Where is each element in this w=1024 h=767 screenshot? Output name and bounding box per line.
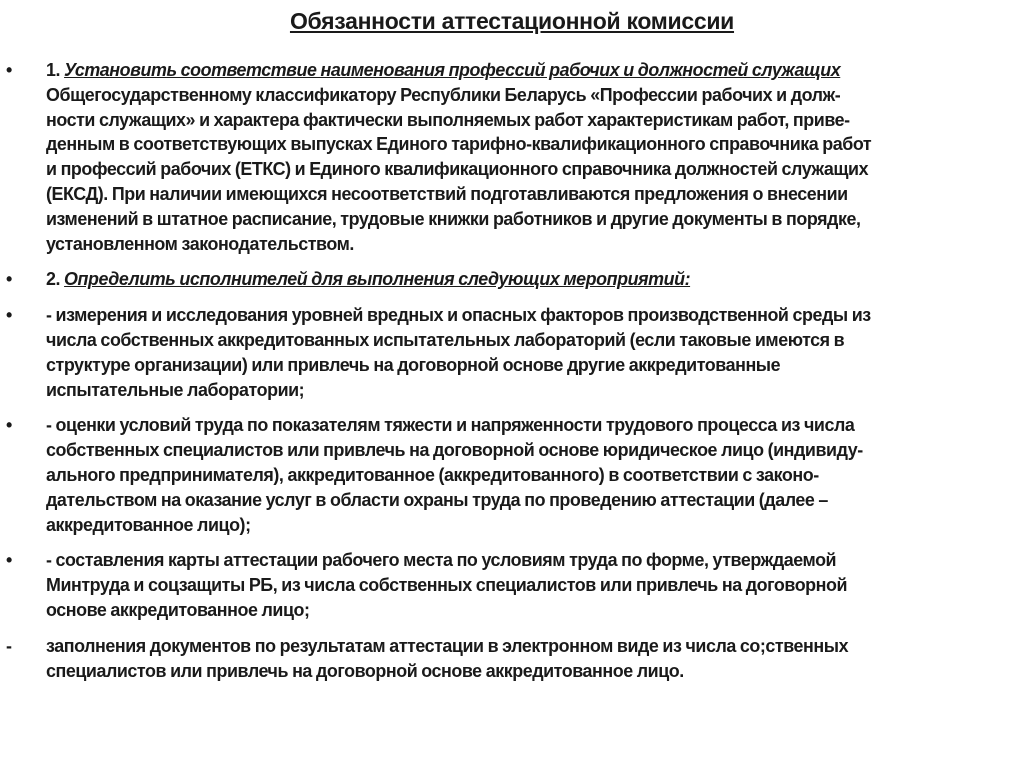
text-line: ального предпринимателя), аккредитованное (аккредитованного) в соответствии с законо- (46, 464, 819, 485)
item-heading: Установить соответствие наименования профессий рабочих и должностей служащих (64, 60, 841, 80)
slide-title: Обязанности аттестационной комиссии (289, 8, 735, 34)
text-line: - измерения и исследования уровней вредных и опасных факторов производственной среды из (46, 305, 871, 326)
text-line: испытательные лаборатории; (46, 379, 305, 400)
list-item (0, 303, 1024, 402)
bullet-marker: • (6, 550, 13, 571)
bullet-marker: • (6, 269, 13, 290)
text-line: специалистов или привлечь на договорной основе аккредитованное лицо. (46, 660, 684, 681)
text-line: структуре организации) или привлечь на договорной основе другие аккредитованные (46, 354, 781, 375)
text-line: заполнения документов по результатам аттестации в электронном виде из числа со;ственных (46, 635, 849, 656)
text-line: собственных специалистов или привлечь на договорной основе юридическое лицо (индивиду- (46, 440, 863, 461)
list-item (0, 267, 1024, 292)
text-line: дательством на оказание услуг в области охраны труда по проведению аттестации (далее – (46, 489, 828, 510)
item-heading-line (46, 58, 1018, 83)
bullet-marker: • (6, 415, 13, 436)
text-line: основе аккредитованное лицо; (46, 599, 310, 620)
text-line: Минтруда и соцзащиты РБ, из числа собственных специалистов или привлечь на договорной (46, 575, 848, 596)
text-line: денным в соответствующих выпусках Единого тарифно-квалификационного справочника работ (46, 134, 872, 155)
text-line: аккредитованное лицо); (46, 514, 251, 535)
bullet-marker: • (6, 305, 13, 326)
bullet-marker: - (6, 635, 12, 656)
text-line: изменений в штатное расписание, трудовые книжки работников и другие документы в порядке, (46, 208, 861, 229)
list-item (0, 413, 1024, 537)
text-line: - оценки условий труда по показателям тяжести и напряженности трудового процесса из числа (46, 415, 855, 436)
bullet-marker: • (6, 60, 13, 80)
text-line: и профессий рабочих (ЕТКС) и Единого квалификационного справочника должностей служащих (46, 159, 869, 180)
text-line: установленном законодательством. (46, 233, 354, 254)
list-item (0, 634, 1024, 684)
item-heading: Определить исполнителей для выполнения следующих мероприятий: (64, 269, 691, 290)
list-item (0, 58, 1024, 256)
text-line: Общегосударственному классификатору Республики Беларусь «Профессии рабочих и долж- (46, 84, 841, 105)
item-heading-line (46, 267, 1018, 292)
text-line: числа собственных аккредитованных испытательных лабораторий (если таковые имеются в (46, 329, 845, 350)
text-line: ности служащих» и характера фактически выполняемых работ характеристикам работ, приве- (46, 109, 850, 130)
item-number: 1. (46, 60, 65, 80)
item-number: 2. (46, 269, 65, 290)
text-line: (ЕКСД). При наличии имеющихся несоответствий подготавливаются предложения о внесении (46, 183, 848, 204)
list-item (0, 548, 1024, 622)
text-line: - составления карты аттестации рабочего места по условиям труда по форме, утверждаемой (46, 550, 837, 571)
bullet-list (0, 58, 1024, 694)
